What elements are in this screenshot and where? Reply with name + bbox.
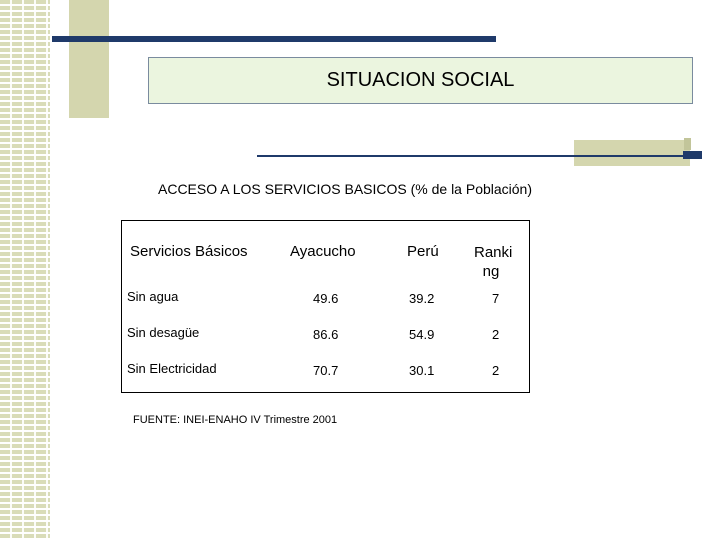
bottom-rule-end-cap xyxy=(683,151,702,159)
header-peru: Perú xyxy=(407,243,439,260)
decorative-square xyxy=(684,138,691,150)
decorative-striped-strip xyxy=(0,0,50,540)
decorative-block-top-left xyxy=(69,0,109,118)
row-1-ranking: 7 xyxy=(492,291,500,306)
top-rule-line xyxy=(52,36,496,42)
row-2-service: Sin desagüe xyxy=(127,325,200,340)
page-title: SITUACION SOCIAL xyxy=(326,69,515,91)
header-ayacucho: Ayacucho xyxy=(290,243,356,260)
row-1-ayacucho: 49.6 xyxy=(313,291,339,306)
decorative-block-right xyxy=(574,140,690,166)
header-ranking: Ranki ng xyxy=(474,244,513,280)
row-2-peru: 54.9 xyxy=(409,327,435,342)
row-1-service: Sin agua xyxy=(127,289,179,304)
table-subtitle: ACCESO A LOS SERVICIOS BASICOS (% de la Población) xyxy=(158,181,533,197)
row-2-ranking: 2 xyxy=(492,327,500,342)
header-servicios: Servicios Básicos xyxy=(130,243,248,260)
row-3-ayacucho: 70.7 xyxy=(313,363,339,378)
row-3-service: Sin Electricidad xyxy=(127,361,217,376)
row-2-ayacucho: 86.6 xyxy=(313,327,339,342)
row-3-peru: 30.1 xyxy=(409,363,435,378)
row-1-peru: 39.2 xyxy=(409,291,435,306)
title-box xyxy=(148,57,693,104)
row-3-ranking: 2 xyxy=(492,363,500,378)
source-note: FUENTE: INEI-ENAHO IV Trimestre 2001 xyxy=(133,414,338,426)
bottom-rule-line xyxy=(257,155,685,157)
